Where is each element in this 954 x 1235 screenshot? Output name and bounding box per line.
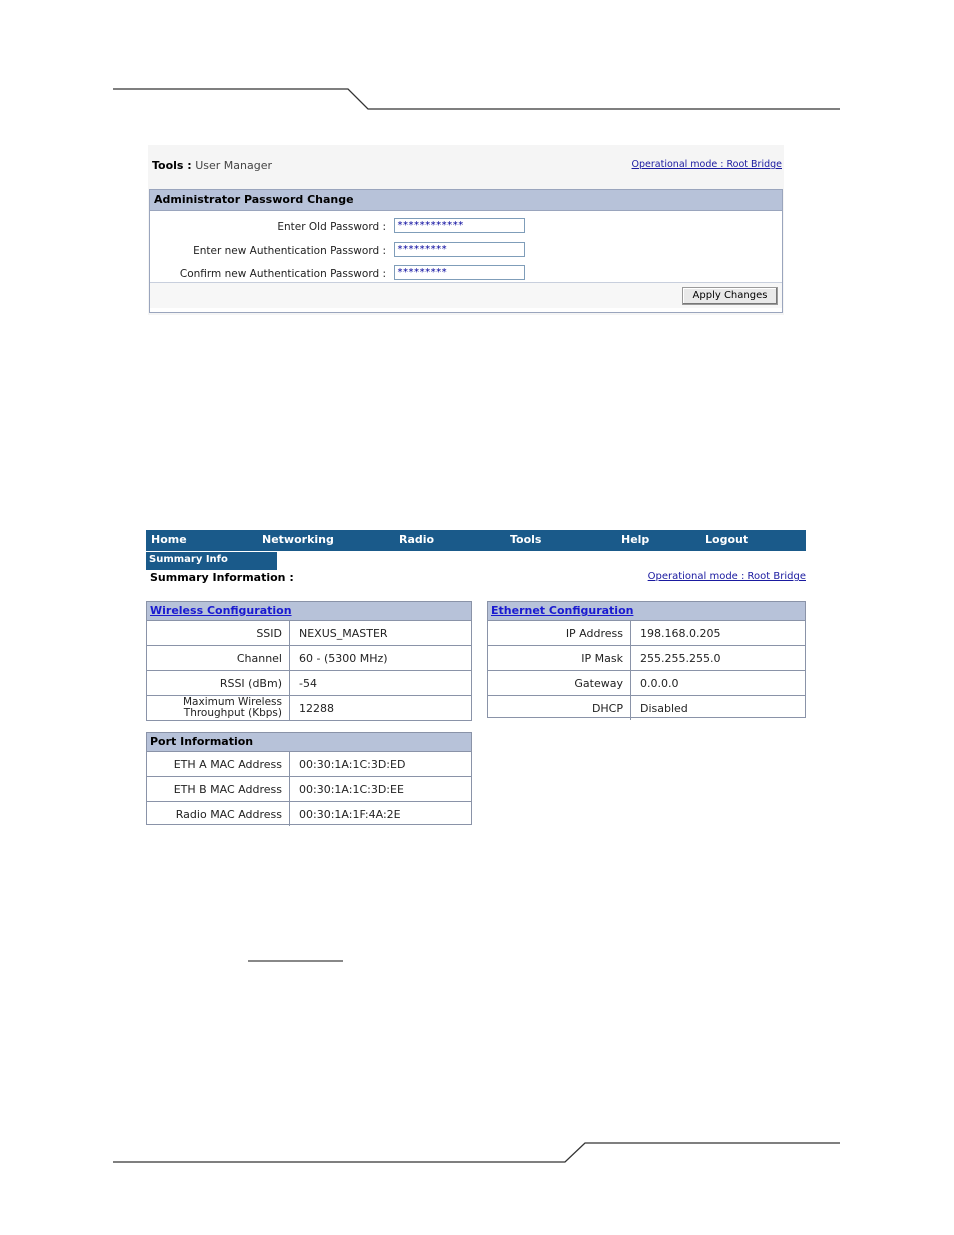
table-row	[147, 671, 471, 696]
table-row	[147, 646, 471, 671]
section-label: Tools :	[152, 159, 192, 172]
new-password-input[interactable]: *********	[394, 242, 525, 257]
throughput-label: Maximum Wireless Throughput (Kbps)	[147, 696, 290, 720]
gateway-value: 0.0.0.0	[640, 676, 679, 690]
nav-tools[interactable]: Tools	[510, 533, 542, 546]
operational-mode-link[interactable]: Operational mode : Root Bridge	[631, 159, 782, 170]
dhcp-label: DHCP	[488, 696, 631, 720]
apply-changes-button[interactable]: Apply Changes	[682, 287, 778, 305]
table-row	[488, 621, 805, 646]
eth-b-mac-label: ETH B MAC Address	[147, 777, 290, 801]
ethernet-config-header	[488, 602, 805, 621]
password-change-panel	[149, 189, 783, 313]
table-row	[488, 646, 805, 671]
gateway-label: Gateway	[488, 671, 631, 695]
page-heading	[152, 159, 272, 172]
tab-summary-info[interactable]: Summary Info	[146, 552, 277, 570]
port-info-header: Port Information	[147, 733, 471, 752]
ssid-value: NEXUS_MASTER	[299, 626, 388, 640]
table-row	[147, 752, 471, 777]
confirm-password-label: Confirm new Authentication Password :	[179, 268, 386, 280]
table-row	[147, 802, 471, 826]
rssi-label: RSSI (dBm)	[147, 671, 290, 695]
nav-networking[interactable]: Networking	[262, 533, 334, 546]
top-navigation	[146, 530, 806, 551]
wireless-config-table	[146, 601, 472, 721]
panel-title: Administrator Password Change	[150, 190, 782, 211]
radio-mac-value: 00:30:1A:1F:4A:2E	[299, 807, 401, 821]
header-rule	[113, 89, 840, 109]
channel-value: 60 - (5300 MHz)	[299, 651, 388, 665]
ip-address-label: IP Address	[488, 621, 631, 645]
old-password-input[interactable]: ************	[394, 218, 525, 233]
user-manager-screenshot	[148, 145, 784, 315]
table-row	[147, 696, 471, 720]
dhcp-value: Disabled	[640, 701, 688, 715]
eth-a-mac-label: ETH A MAC Address	[147, 752, 290, 776]
summary-info-screenshot	[146, 530, 808, 826]
footer-rule	[113, 1143, 840, 1162]
confirm-password-input[interactable]: *********	[394, 265, 525, 280]
operational-mode-link[interactable]: Operational mode : Root Bridge	[647, 571, 806, 582]
table-row	[147, 621, 471, 646]
ip-mask-value: 255.255.255.0	[640, 651, 721, 665]
ip-address-value: 198.168.0.205	[640, 626, 721, 640]
nav-help[interactable]: Help	[621, 533, 650, 546]
port-info-table	[146, 732, 472, 825]
eth-b-mac-value: 00:30:1A:1C:3D:EE	[299, 782, 404, 796]
channel-label: Channel	[147, 646, 290, 670]
ip-mask-label: IP Mask	[488, 646, 631, 670]
wireless-config-header	[147, 602, 471, 621]
ethernet-config-link[interactable]: Ethernet Configuration	[491, 604, 634, 617]
table-row	[488, 696, 805, 720]
table-row	[147, 777, 471, 802]
page-label: User Manager	[195, 159, 272, 172]
panel-footer	[150, 282, 782, 308]
ssid-label: SSID	[147, 621, 290, 645]
new-password-label: Enter new Authentication Password :	[193, 245, 386, 257]
radio-mac-label: Radio MAC Address	[147, 802, 290, 826]
ethernet-config-table	[487, 601, 806, 718]
rssi-value: -54	[299, 676, 317, 690]
old-password-label: Enter Old Password :	[277, 221, 386, 233]
nav-radio[interactable]: Radio	[399, 533, 435, 546]
nav-logout[interactable]: Logout	[705, 533, 749, 546]
nav-home[interactable]: Home	[151, 533, 187, 546]
eth-a-mac-value: 00:30:1A:1C:3D:ED	[299, 757, 406, 771]
wireless-config-link[interactable]: Wireless Configuration	[150, 604, 292, 617]
new-password-row	[150, 242, 782, 262]
table-row	[488, 671, 805, 696]
summary-title: Summary Information :	[150, 571, 294, 584]
old-password-row	[150, 218, 782, 238]
throughput-value: 12288	[299, 701, 334, 715]
